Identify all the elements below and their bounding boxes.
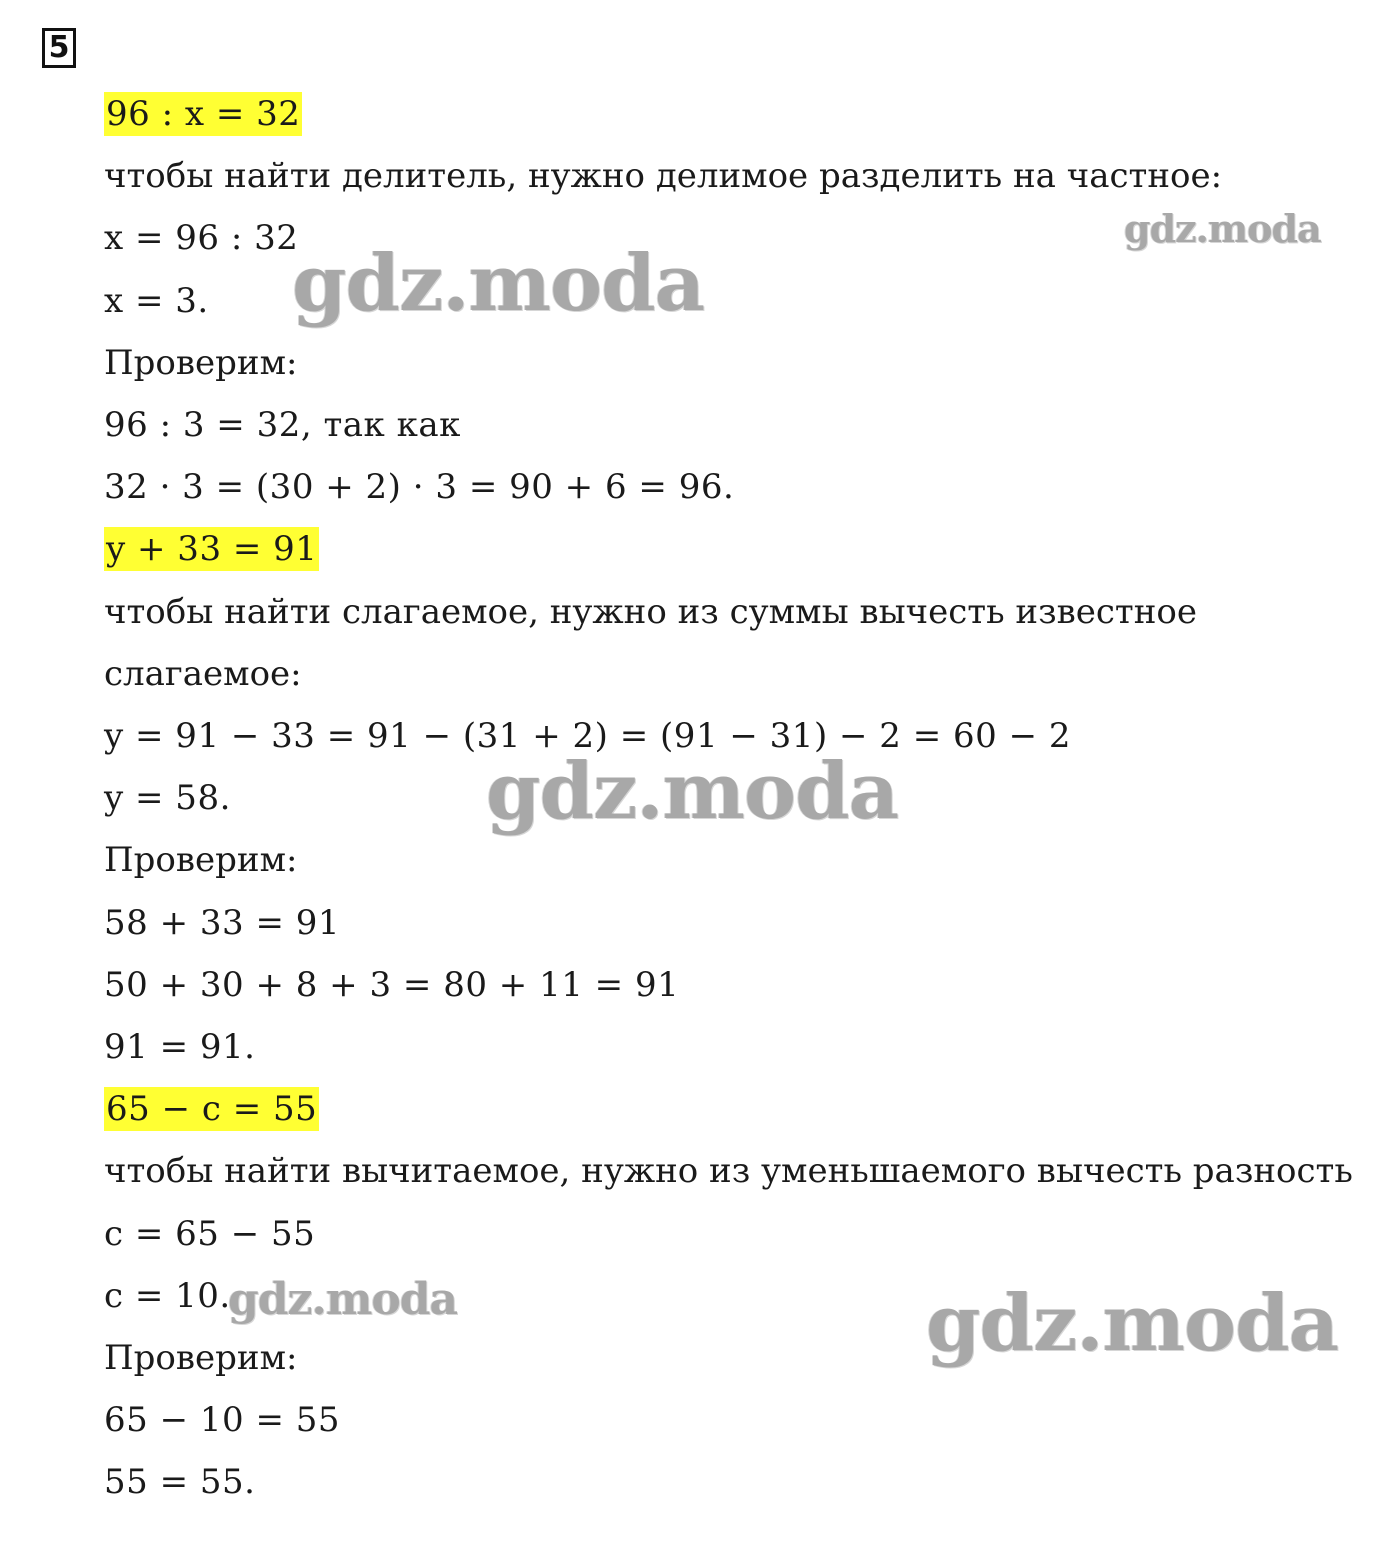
text-line bbox=[104, 154, 1222, 198]
math-line bbox=[104, 901, 340, 945]
equation-highlighted bbox=[104, 527, 319, 571]
watermark-logo: gdz.moda bbox=[292, 238, 705, 329]
math-line bbox=[104, 279, 209, 323]
equation-highlighted bbox=[104, 92, 302, 136]
line-text: y + 33 = 91 bbox=[106, 529, 318, 570]
line-text: чтобы найти вычитаемое, нужно из уменьшаемого вычесть разность bbox=[104, 1151, 1353, 1192]
equation-highlighted bbox=[104, 1087, 319, 1131]
line-text: чтобы найти слагаемое, нужно из суммы вычесть известное bbox=[104, 591, 1197, 632]
line-text: 58 + 33 = 91 bbox=[104, 902, 340, 943]
line-text: 65 − 10 = 55 bbox=[104, 1400, 340, 1441]
line-text: 50 + 30 + 8 + 3 = 80 + 11 = 91 bbox=[104, 964, 680, 1005]
line-text: Проверим: bbox=[104, 840, 298, 881]
text-line bbox=[104, 590, 1197, 634]
line-text: c = 10. bbox=[104, 1275, 231, 1316]
line-text: слагаемое: bbox=[104, 653, 302, 694]
math-line bbox=[104, 1398, 340, 1442]
watermark-logo: gdz.moda bbox=[1124, 206, 1321, 251]
line-text: Проверим: bbox=[104, 1338, 298, 1378]
text-line bbox=[104, 1336, 297, 1380]
line-text: x = 3. bbox=[104, 280, 209, 321]
watermark-logo: gdz.moda bbox=[486, 746, 899, 837]
text-line bbox=[104, 652, 302, 696]
line-text: x = 96 : 32 bbox=[104, 218, 299, 259]
text-line bbox=[104, 838, 297, 882]
math-line bbox=[104, 963, 679, 1007]
watermark-logo: gdz.moda bbox=[926, 1278, 1339, 1369]
watermark-logo: gdz.moda bbox=[228, 1274, 458, 1325]
line-text: 32 · 3 = (30 + 2) · 3 = 90 + 6 = 96. bbox=[104, 467, 735, 508]
math-line bbox=[104, 776, 231, 820]
line-text: Проверим: bbox=[104, 342, 298, 383]
line-text: 96 : x = 32 bbox=[106, 94, 301, 134]
line-text: 65 − c = 55 bbox=[106, 1089, 318, 1130]
math-line bbox=[104, 403, 461, 447]
math-line bbox=[104, 714, 1071, 758]
text-line bbox=[104, 341, 297, 385]
math-line bbox=[104, 1460, 255, 1504]
line-text: y = 91 − 33 = 91 − (31 + 2) = (91 − 31) − 2 = 60 − 2 bbox=[104, 716, 1072, 756]
line-text: y = 58. bbox=[104, 778, 231, 819]
line-text: 91 = 91. bbox=[104, 1027, 256, 1067]
line-text: 96 : 3 = 32, так как bbox=[104, 405, 461, 445]
math-line bbox=[104, 1212, 315, 1256]
line-text: c = 65 − 55 bbox=[104, 1213, 316, 1254]
line-text: 55 = 55. bbox=[104, 1462, 256, 1503]
math-line bbox=[104, 1274, 231, 1318]
math-line bbox=[104, 465, 734, 509]
line-text: чтобы найти делитель, нужно делимое разделить на частное: bbox=[104, 156, 1223, 197]
math-line bbox=[104, 1025, 255, 1069]
text-line bbox=[104, 1149, 1353, 1193]
math-line bbox=[104, 216, 298, 260]
task-number-badge: 5 bbox=[42, 28, 76, 68]
